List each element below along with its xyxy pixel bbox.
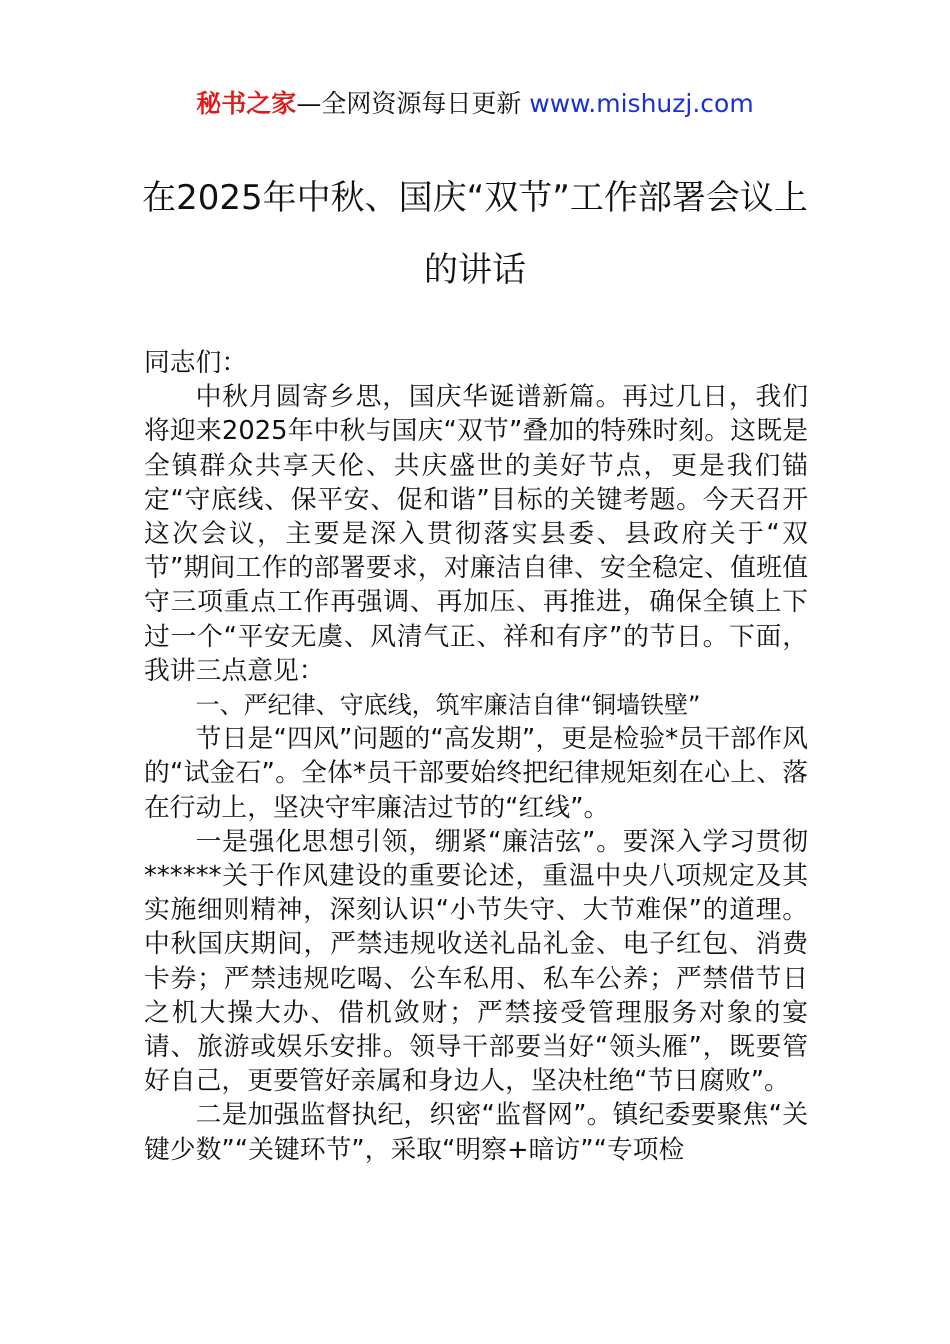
document-body: [144, 346, 808, 1167]
header-slogan: —全网资源每日更新: [296, 89, 530, 118]
salutation: 同志们：: [144, 348, 248, 378]
site-url-link[interactable]: www.mishuzj.com: [529, 89, 754, 118]
section-heading: 一、严纪律、守底线，筑牢廉洁自律“铜墙铁壁”: [195, 691, 701, 720]
site-header-banner: [0, 86, 950, 122]
document-title: 在2025年中秋、国庆“双节”工作部署会议上的讲话: [142, 178, 808, 290]
body-paragraph: 一是强化思想引领，绷紧“廉洁弦”。要深入学习贯彻******关于作风建设的重要论述，重温中央八项规定及其实施细则精神，深刻认识“小节失守、大节难保”的道理。中秋国庆期间，严禁违规收送礼品礼金、电子红包、消费卡券；严禁违规吃喝、公车私用、私车公养；严禁借节日之机大操大办、借机敛财；严禁接受管理服务对象的宴请、旅游或娱乐安排。领导干部要当好“领头雁”，既要管好自己，更要管好亲属和身边人，坚决杜绝“节日腐败”。: [144, 826, 808, 1097]
body-paragraph: 节日是“四风”问题的“高发期”，更是检验*员干部作风的“试金石”。全体*员干部要始终把纪律规矩刻在心上、落在行动上，坚决守牢廉洁过节的“红线”。: [144, 724, 808, 823]
body-paragraph: 中秋月圆寄乡思，国庆华诞谱新篇。再过几日，我们将迎来2025年中秋与国庆“双节”叠加的特殊时刻。这既是全镇群众共享天伦、共庆盛世的美好节点，更是我们锚定“守底线、保平安、促和谐”目标的关键考题。今天召开这次会议，主要是深入贯彻落实县委、县政府关于“双节”期间工作的部署要求，对廉洁自律、安全稳定、值班值守三项重点工作再强调、再加压、再推进，确保全镇上下过一个“平安无虞、风清气正、祥和有序”的节日。下面，我讲三点意见：: [144, 382, 808, 686]
body-paragraph: 二是加强监督执纪，织密“监督网”。镇纪委要聚焦“关键少数”“关键环节”，采取“明察+暗访”“专项检: [144, 1100, 808, 1165]
brand-name: 秘书之家: [196, 89, 297, 118]
